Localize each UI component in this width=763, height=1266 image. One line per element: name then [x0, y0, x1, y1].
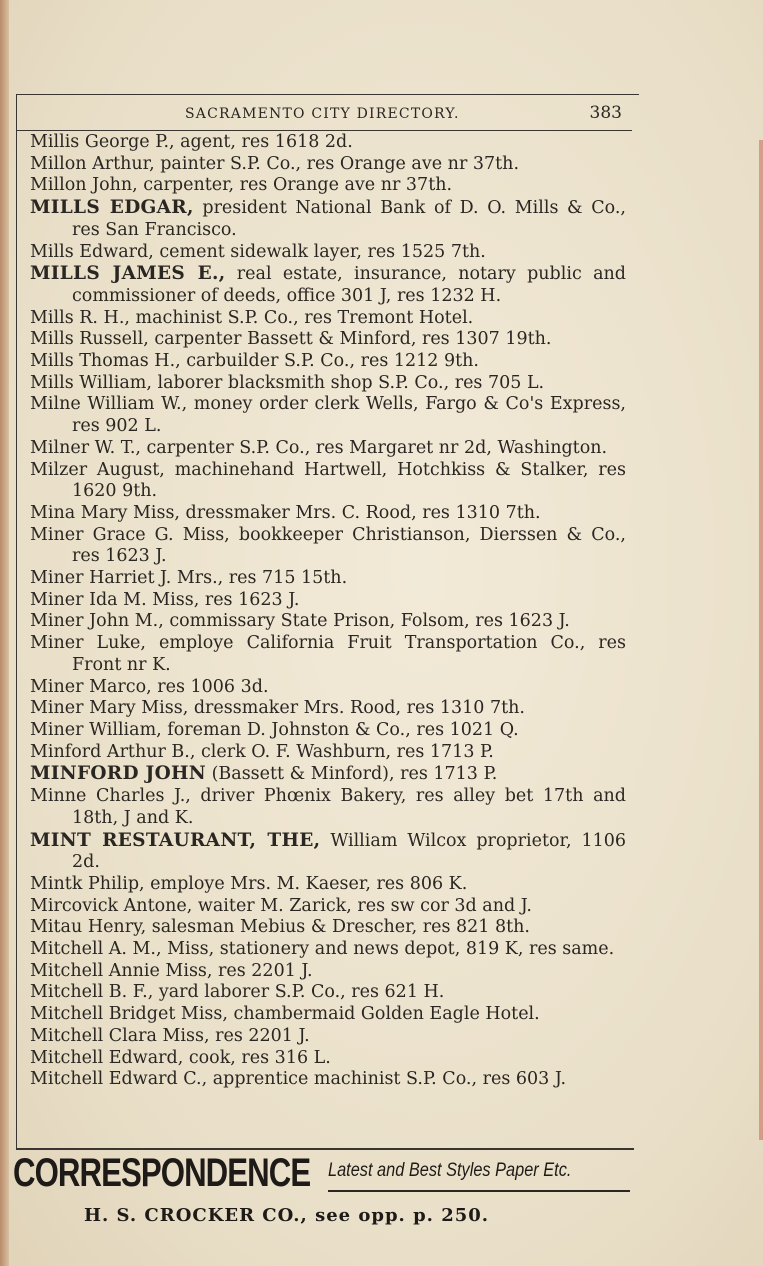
entry-text: Mintk Philip, employe Mrs. M. Kaeser, res 806 K. — [30, 873, 468, 894]
entry-text: Mitchell Annie Miss, res 2201 J. — [30, 960, 313, 981]
entry-text: Milner W. T., carpenter S.P. Co., res Margaret nr 2d, Washington. — [30, 437, 608, 458]
directory-entry — [30, 175, 626, 197]
directory-entry — [30, 830, 626, 874]
directory-entry — [30, 939, 626, 961]
entry-text: Mills R. H., machinist S.P. Co., res Tremont Hotel. — [30, 307, 474, 328]
entry-text: Mills William, laborer blacksmith shop S.P. Co., res 705 L. — [30, 372, 545, 393]
entry-text: Mills Edward, cement sidewalk layer, res 1525 7th. — [30, 241, 486, 262]
directory-entry — [30, 720, 626, 742]
entry-text: Miner Ida M. Miss, res 1623 J. — [30, 589, 300, 610]
directory-entry — [30, 394, 626, 437]
entry-text: Miner Luke, employe California Fruit Transportation Co., res Front nr K. — [30, 633, 626, 675]
directory-entries — [30, 132, 626, 1091]
entry-text: Miner Grace G. Miss, bookkeeper Christianson, Dierssen & Co., res 1623 J. — [30, 524, 626, 567]
entry-text: Millis George P., agent, res 1618 2d. — [30, 132, 353, 152]
directory-entry — [30, 982, 626, 1004]
directory-entry — [30, 763, 626, 786]
entry-text: Milzer August, machinehand Hartwell, Hotchkiss & Stalker, res 1620 9th. — [30, 459, 626, 502]
entry-text: Mills Thomas H., carbuilder S.P. Co., res 1212 9th. — [30, 351, 479, 372]
entry-text: Mitchell A. M., Miss, stationery and news depot, 819 K, res same. — [30, 939, 615, 960]
entry-text: real estate, insurance, notary public and commissioner of deeds, office 301 J, res 1232 H. — [72, 264, 626, 306]
directory-entry — [30, 1004, 626, 1026]
footer-rule — [16, 1148, 634, 1150]
directory-entry — [30, 438, 626, 460]
header-title: SACRAMENTO CITY DIRECTORY. — [185, 106, 460, 122]
directory-entry — [30, 698, 626, 720]
binding-edge — [0, 0, 9, 1266]
entry-bold-name: MILLS JAMES E., — [30, 263, 226, 285]
entry-text: Millon John, carpenter, res Orange ave nr 37th. — [30, 175, 453, 196]
ad-headline: CORRESPONDENCE — [13, 1151, 311, 1195]
directory-entry — [30, 154, 626, 176]
directory-entry — [30, 896, 626, 918]
entry-text: Mitchell B. F., yard laborer S.P. Co., res 621 H. — [30, 982, 445, 1003]
directory-entry — [30, 460, 626, 503]
entry-bold-name: MINFORD JOHN — [30, 763, 207, 785]
entry-text: Miner Harriet J. Mrs., res 715 15th. — [30, 568, 348, 589]
directory-entry — [30, 329, 626, 351]
entry-text: Milne William W., money order clerk Wells, Fargo & Co's Express, res 902 L. — [30, 394, 626, 437]
directory-entry — [30, 308, 626, 330]
directory-entry — [30, 611, 626, 633]
entry-bold-name: MINT RESTAURANT, THE, — [30, 829, 321, 851]
entry-text: Mitchell Edward C., apprentice machinist S.P. Co., res 603 J. — [30, 1069, 567, 1090]
entry-text: William Wilcox proprietor, 1106 2d. — [72, 830, 626, 873]
entry-text: Millon Arthur, painter S.P. Co., res Orange ave nr 37th. — [30, 153, 520, 174]
directory-entry — [30, 1069, 626, 1091]
entry-text: Mitau Henry, salesman Mebius & Drescher, res 821 8th. — [30, 917, 530, 938]
directory-entry — [30, 1048, 626, 1070]
entry-text: president National Bank of D. O. Mills & Co., res San Francisco. — [72, 198, 626, 240]
entry-bold-name: MILLS EDGAR, — [30, 197, 194, 219]
directory-entry — [30, 242, 626, 264]
entry-text: Minford Arthur B., clerk O. F. Washburn, res 1713 P. — [30, 741, 494, 762]
directory-entry — [30, 786, 626, 829]
directory-entry — [30, 677, 626, 699]
entry-text: Miner Marco, res 1006 3d. — [30, 676, 269, 697]
page-edge-stain — [759, 140, 763, 1140]
ad-underline — [328, 1190, 630, 1192]
entry-text: Mitchell Edward, cook, res 316 L. — [30, 1047, 331, 1068]
directory-entry — [30, 525, 626, 568]
directory-entry — [30, 373, 626, 395]
entry-text: Mitchell Bridget Miss, chambermaid Golden Eagle Hotel. — [30, 1004, 540, 1025]
directory-entry — [30, 197, 626, 241]
entry-text: Mills Russell, carpenter Bassett & Minford, res 1307 19th. — [30, 329, 552, 350]
ad-crocker-line: H. S. CROCKER CO., see opp. p. 250. — [84, 1205, 490, 1226]
entry-text: Mina Mary Miss, dressmaker Mrs. C. Rood, res 1310 7th. — [30, 502, 541, 523]
ad-tagline: Latest and Best Styles Paper Etc. — [328, 1160, 572, 1181]
directory-entry — [30, 263, 626, 307]
directory-entry — [30, 742, 626, 764]
entry-text: Minne Charles J., driver Phœnix Bakery, res alley bet 17th and 18th, J and K. — [30, 786, 626, 828]
running-header — [16, 100, 632, 131]
entry-text: Mircovick Antone, waiter M. Zarick, res sw cor 3d and J. — [30, 895, 532, 916]
directory-entry — [30, 590, 626, 612]
entry-text: Miner John M., commissary State Prison, Folsom, res 1623 J. — [30, 611, 570, 632]
entry-text: Miner Mary Miss, dressmaker Mrs. Rood, res 1310 7th. — [30, 698, 525, 719]
directory-entry — [30, 503, 626, 525]
directory-entry — [30, 351, 626, 373]
page-number: 383 — [589, 103, 622, 123]
directory-entry — [30, 568, 626, 590]
entry-text: Mitchell Clara Miss, res 2201 J. — [30, 1025, 310, 1046]
directory-entry — [30, 917, 626, 939]
directory-entry — [30, 633, 626, 676]
directory-entry — [30, 132, 626, 154]
entry-text: (Bassett & Minford), res 1713 P. — [206, 764, 498, 785]
directory-entry — [30, 961, 626, 983]
directory-entry — [30, 874, 626, 896]
directory-entry — [30, 1026, 626, 1048]
entry-text: Miner William, foreman D. Johnston & Co., res 1021 Q. — [30, 719, 519, 740]
